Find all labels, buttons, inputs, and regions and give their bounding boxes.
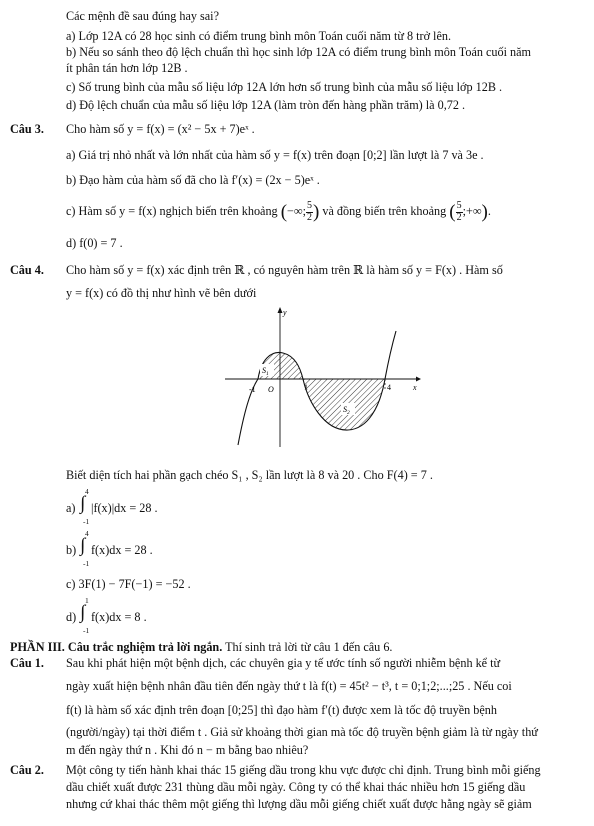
- cau1-label: Câu 1.: [10, 656, 44, 670]
- paren-close: ): [312, 201, 320, 223]
- cau1-line5: m đến ngày thứ n . Khi đó n − m bằng bao nhiêu?: [66, 743, 309, 757]
- cau3-label: Câu 3.: [10, 122, 44, 136]
- cau2-line3: nhưng cứ khai thác thêm một giếng thì lượng dầu mỗi giếng chiết xuất được hằng ngày sẽ giảm: [66, 797, 532, 811]
- intro-statement-b-line1: b) Nếu so sánh theo độ lệch chuẩn thì học sinh lớp 12A có điểm trung bình môn Toán cuối năm: [66, 45, 532, 59]
- cau3-c-middle: và đồng biến trên khoảng: [322, 203, 447, 218]
- integral-b-upper: 4: [85, 529, 89, 538]
- s1-label: $S_1$: [262, 366, 269, 377]
- tick-label-4: 4: [387, 383, 391, 392]
- cau1-line4: (người/ngày) tại thời điểm t . Giả sử khoảng thời gian mà tốc độ truyền bệnh giảm là từ ngày thứ: [66, 725, 538, 739]
- part3-instruction: Thí sinh trả lời từ câu 1 đến câu 6.: [225, 640, 393, 654]
- intro-question: Các mệnh đề sau đúng hay sai?: [66, 9, 219, 23]
- integral-a-lower: -1: [83, 517, 90, 526]
- cau3-c-prefix: c) Hàm số y = f(x) nghịch biến trên khoảng: [66, 203, 278, 218]
- x-axis-arrow: [416, 377, 421, 382]
- cau2-line2: dầu chiết xuất được 231 thùng dầu mỗi ngày. Công ty có thể khai thác nhiều hơn 15 giếng dầu: [66, 780, 526, 794]
- integral-sign-d: ∫: [80, 602, 86, 623]
- cau3-statement-d: d) f(0) = 7 .: [66, 236, 123, 250]
- interval2-right: ;+∞: [462, 203, 482, 218]
- intro-statement-d: d) Độ lệch chuẩn của mẫu số liệu lớp 12A (làm tròn đến hàng phần trăm) là 0,72 .: [66, 98, 466, 112]
- cau1-line1: Sau khi phát hiện một bệnh dịch, các chuyên gia y tế ước tính số người nhiễm bệnh kể từ: [66, 656, 501, 670]
- intro-statement-b-line2: ít phân tán hơn lớp 12B .: [66, 61, 188, 75]
- paren-open-2: (: [449, 201, 456, 223]
- y-axis-arrow: [278, 307, 283, 313]
- integral-sign-b: ∫: [80, 535, 86, 556]
- paren-open: (: [280, 201, 288, 223]
- cau1-line2: ngày xuất hiện bệnh nhân đầu tiên đến ngày thứ t là f(t) = 45t² − t³, t = 0;1;2;...;25 . Nếu coi: [66, 679, 512, 693]
- intro-statement-a: a) Lớp 12A có 28 học sinh có điểm trung bình môn Toán cuối năm từ 8 trở lên.: [66, 29, 451, 43]
- integral-d-lower: -1: [83, 626, 90, 635]
- cau4-label: Câu 4.: [10, 263, 44, 277]
- intro-statement-c: c) Số trung bình của mẫu số liệu lớp 12A lớn hơn số trung bình của mẫu số liệu lớp 12B .: [66, 80, 503, 94]
- fraction-5-2: $\frac{5}{2}$: [306, 200, 312, 223]
- cau4-info: Biết diện tích hai phần gạch chéo S₁ , S₂ lần lượt là 8 và 20 . Cho F(4) = 7 .: [66, 468, 433, 482]
- cau4-a-body: |f(x)|dx = 28 .: [91, 501, 158, 515]
- cau4-a-label: a): [66, 501, 76, 515]
- y-axis-label: y: [283, 308, 287, 317]
- cau3-statement-c: c) Hàm số y = f(x) nghịch biến trên khoảng (−∞; $\frac{5}{2}$ ) và đồng biến trên khoảng ( $\frac{5}{2}$ ;+∞).: [66, 200, 491, 223]
- integral-b-lower: -1: [83, 559, 90, 568]
- cau2-label: Câu 2.: [10, 763, 44, 777]
- cau4-stem-line1: Cho hàm số y = f(x) xác định trên ℝ , có nguyên hàm trên ℝ là hàm số y = F(x) . Hàm số: [66, 263, 503, 277]
- cau1-line3: f(t) là hàm số xác định trên đoạn [0;25] thì đạo hàm f′(t) được xem là tốc độ truyền bệnh: [66, 703, 497, 717]
- x-axis-label: x: [413, 383, 417, 392]
- cau4-b-body: f(x)dx = 28 .: [91, 543, 153, 557]
- origin-label: O: [268, 385, 274, 394]
- cau4-statement-c: c) 3F(1) − 7F(−1) = −52 .: [66, 577, 191, 591]
- cau3-stem: Cho hàm số y = f(x) = (x² − 5x + 7)eˣ .: [66, 122, 255, 136]
- tick-label-1: 1: [304, 383, 308, 392]
- part3-heading-line: [10, 640, 392, 655]
- cau3-statement-b: b) Đạo hàm của hàm số đã cho là f′(x) = (2x − 5)eˣ .: [66, 173, 320, 187]
- cau2-line1: Một công ty tiến hành khai thác 15 giếng dầu trong khu vực được chỉ định. Trung bình mỗi giếng: [66, 763, 541, 777]
- tick-label-minus1: -1: [249, 385, 256, 394]
- part3-heading: PHẦN III. Câu trắc nghiệm trả lời ngắn.: [10, 640, 223, 654]
- integral-a-upper: 4: [85, 487, 89, 496]
- cau4-d-label: d): [66, 610, 77, 624]
- integral-sign-a: ∫: [80, 493, 86, 514]
- interval1-left: −∞;: [287, 203, 306, 218]
- function-graph: [220, 305, 425, 455]
- cau3-statement-a: a) Giá trị nhỏ nhất và lớn nhất của hàm số y = f(x) trên đoạn [0;2] lần lượt là 7 và 3e .: [66, 148, 484, 162]
- fraction-5-2-b: $\frac{5}{2}$: [456, 200, 462, 223]
- integral-d-upper: 1: [85, 596, 89, 605]
- cau4-b-label: b): [66, 543, 77, 557]
- paren-close-2: ): [481, 201, 488, 223]
- cau4-stem-line2: y = f(x) có đồ thị như hình vẽ bên dưới: [66, 286, 257, 300]
- cau4-d-body: f(x)dx = 8 .: [91, 610, 147, 624]
- s2-label: $S_2$: [343, 405, 350, 416]
